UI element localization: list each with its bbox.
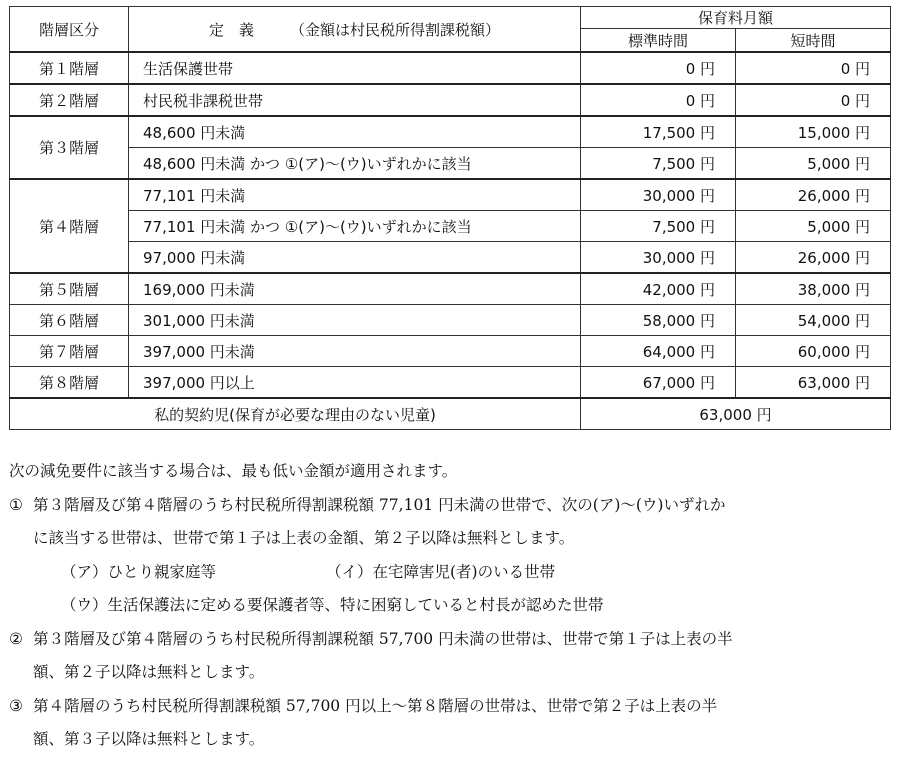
header-definition-main: 定 義 [208,20,254,39]
standard-fee-cell: 7,500 円 [581,211,736,242]
note-item-2-line1: 第３階層及び第４階層のうち村民税所得割課税額 57,700 円未満の世帯は、世帯で第１子は上表の半 [33,629,733,648]
short-fee-cell: 0 円 [736,52,891,84]
header-standard: 標準時間 [581,29,736,52]
definition-cell: 生活保護世帯 [129,52,581,84]
standard-fee-cell: 30,000 円 [581,179,736,211]
short-fee-cell: 15,000 円 [736,116,891,148]
level-cell: 第６階層 [10,305,129,336]
header-definition [129,7,581,53]
table-row [10,305,891,336]
standard-fee-cell: 7,500 円 [581,148,736,180]
standard-fee-cell: 42,000 円 [581,273,736,305]
header-level: 階層区分 [10,7,129,53]
definition-cell: 397,000 円未満 [129,336,581,367]
standard-fee-cell: 0 円 [581,52,736,84]
notes-section [9,455,894,757]
definition-cell: 169,000 円未満 [129,273,581,305]
level-cell: 第７階層 [10,336,129,367]
definition-cell: 48,600 円未満 かつ ①(ア)～(ウ)いずれかに該当 [129,148,581,180]
definition-cell: 村民税非課税世帯 [129,84,581,116]
short-fee-cell: 38,000 円 [736,273,891,305]
definition-cell: 397,000 円以上 [129,367,581,399]
table-row [10,148,891,180]
note-marker-1: ① [9,495,23,514]
short-fee-cell: 26,000 円 [736,179,891,211]
note-marker-2: ② [9,629,23,648]
definition-cell: 97,000 円未満 [129,242,581,274]
standard-fee-cell: 30,000 円 [581,242,736,274]
table-row [10,367,891,399]
note-item-2 [9,623,894,657]
table-row [10,273,891,305]
private-contract-label: 私的契約児(保育が必要な理由のない児童) [10,398,581,430]
table-row [10,116,891,148]
short-fee-cell: 63,000 円 [736,367,891,399]
notes-intro: 次の減免要件に該当する場合は、最も低い金額が適用されます。 [9,462,458,480]
note-item-3 [9,690,894,724]
standard-fee-cell: 0 円 [581,84,736,116]
short-fee-cell: 0 円 [736,84,891,116]
header-definition-sub: （金額は村民税所得割課税額） [290,20,501,39]
level-cell: 第８階層 [10,367,129,399]
private-contract-amount: 63,000 円 [581,398,891,430]
table-header-row [10,7,891,29]
note-item-1-sub-row [9,556,894,590]
definition-cell: 77,101 円未満 かつ ①(ア)～(ウ)いずれかに該当 [129,211,581,242]
definition-cell: 77,101 円未満 [129,179,581,211]
short-fee-cell: 5,000 円 [736,148,891,180]
fee-table [9,6,891,430]
private-contract-row [10,398,891,430]
standard-fee-cell: 64,000 円 [581,336,736,367]
table-row [10,84,891,116]
table-row [10,211,891,242]
definition-cell: 301,000 円未満 [129,305,581,336]
table-row [10,52,891,84]
level-cell: 第１階層 [10,52,129,84]
note-marker-3: ③ [9,696,23,715]
note-sub-i: （イ）在宅障害児(者)のいる世帯 [326,562,556,581]
table-row [10,179,891,211]
table-row [10,242,891,274]
table-row [10,336,891,367]
definition-cell: 48,600 円未満 [129,116,581,148]
level-cell: 第２階層 [10,84,129,116]
note-item-2-line2: 額、第２子以降は無料とします。 [33,663,265,681]
level-cell: 第３階層 [10,116,129,179]
short-fee-cell: 54,000 円 [736,305,891,336]
short-fee-cell: 5,000 円 [736,211,891,242]
note-item-1 [9,489,894,523]
standard-fee-cell: 67,000 円 [581,367,736,399]
note-sub-u: （ウ）生活保護法に定める要保護者等、特に困窮していると村長が認めた世帯 [61,596,604,614]
header-short: 短時間 [736,29,891,52]
short-fee-cell: 26,000 円 [736,242,891,274]
level-cell: 第４階層 [10,179,129,273]
note-item-1-line1: 第３階層及び第４階層のうち村民税所得割課税額 77,101 円未満の世帯で、次の(ア)～(ウ)いずれか [33,495,726,514]
note-item-3-line1: 第４階層のうち村民税所得割課税額 57,700 円以上～第８階層の世帯は、世帯で第２子は上表の半 [33,696,718,715]
standard-fee-cell: 58,000 円 [581,305,736,336]
note-sub-a: （ア）ひとり親家庭等 [61,562,217,581]
level-cell: 第５階層 [10,273,129,305]
header-fee-group: 保育料月額 [581,7,891,29]
short-fee-cell: 60,000 円 [736,336,891,367]
note-item-1-line2: に該当する世帯は、世帯で第１子は上表の金額、第２子以降は無料とします。 [33,529,575,547]
standard-fee-cell: 17,500 円 [581,116,736,148]
note-item-3-line2: 額、第３子以降は無料とします。 [33,730,265,748]
